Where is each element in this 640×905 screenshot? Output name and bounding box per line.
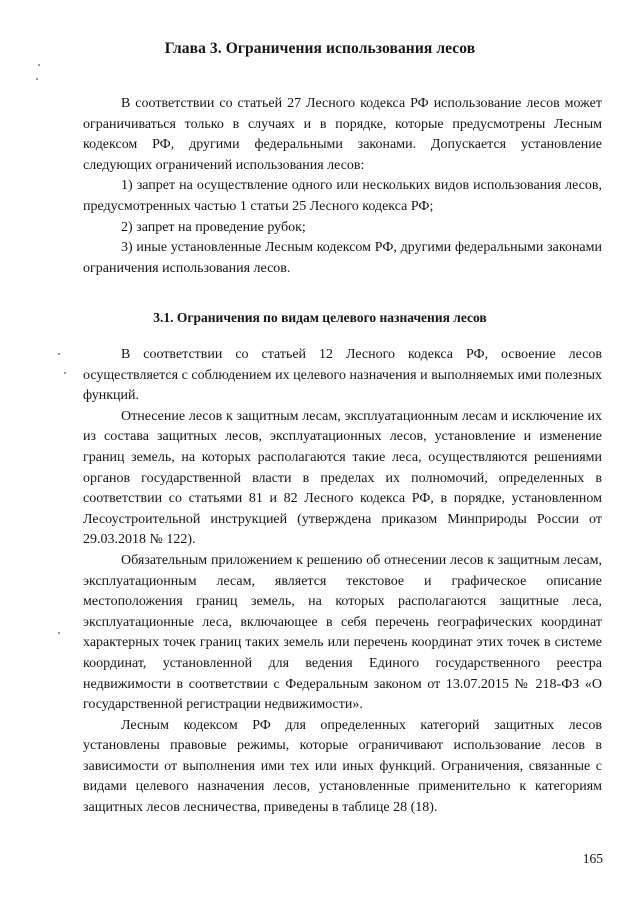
body-paragraph: Обязательным приложением к решению об отнесении лесов к защитным лесам, эксплуатационным лесам, является текстовое и графическое описание местоположения границ земель, на которых располагаются защитные леса, эксплуатационные леса, включающее в себя перечень географических координат характерных точек границ таких земель или перечень координат этих точек в системе координат, установленной для ведения Единого государственного реестра недвижимости в соответствии с Федеральным законом от 13.07.2015 № 218-ФЗ «О государственной регистрации недвижимости». bbox=[83, 552, 602, 713]
page-number: 165 bbox=[582, 851, 603, 866]
list-item: 2) запрет на проведение рубок; bbox=[121, 219, 306, 235]
section-body bbox=[83, 345, 602, 819]
section-title: 3.1. Ограничения по видам целевого назначения лесов bbox=[153, 310, 487, 325]
list-item: 1) запрет на осуществление одного или нескольких видов использования лесов, предусмотренных частью 1 статьи 25 Лесного кодекса РФ; bbox=[83, 178, 602, 214]
scan-speck bbox=[64, 372, 66, 374]
scan-speck bbox=[36, 78, 38, 80]
scan-speck bbox=[58, 353, 60, 355]
scan-speck bbox=[58, 632, 60, 634]
intro-paragraph: В соответствии со статьей 27 Лесного кодекса РФ использование лесов может ограничиваться только в случаях и в порядке, которые предусмотрены Лесным кодексом РФ, другими федеральными законами. Допускается установление следующих ограничений использования лесов: bbox=[83, 96, 602, 173]
scan-speck bbox=[38, 64, 40, 66]
body-paragraph: Отнесение лесов к защитным лесам, эксплуатационным лесам и исключение их из состава защитных лесов, эксплуатационных лесов, установление и изменение границ земель, на которых располагаются такие леса, осуществляются решениями органов государственной власти в пределах их полномочий, определенных в соответствии со статьями 81 и 82 Лесного кодекса РФ, в порядке, установленном Лесоустроительной инструкцией (утверждена приказом Минприроды России от 29.03.2018 № 122). bbox=[83, 408, 602, 548]
list-item: 3) иные установленные Лесным кодексом РФ, другими федеральными законами ограничения использования лесов. bbox=[83, 240, 602, 276]
body-paragraph: В соответствии со статьей 12 Лесного кодекса РФ, освоение лесов осуществляется с соблюдением их целевого назначения и выполняемых ими полезных функций. bbox=[83, 347, 602, 404]
chapter-title: Глава 3. Ограничения использования лесов bbox=[164, 40, 476, 57]
body-paragraph: Лесным кодексом РФ для определенных категорий защитных лесов установлены правовые режимы, которые ограничивают использование лесов в зависимости от выполнения ими тех или иных функций. Ограничения, связанные с видами целевого назначения лесов, установленные применительно к категориям защитных лесов лесничества, приведены в таблице 28 (18). bbox=[83, 717, 602, 816]
intro-block bbox=[83, 94, 602, 279]
